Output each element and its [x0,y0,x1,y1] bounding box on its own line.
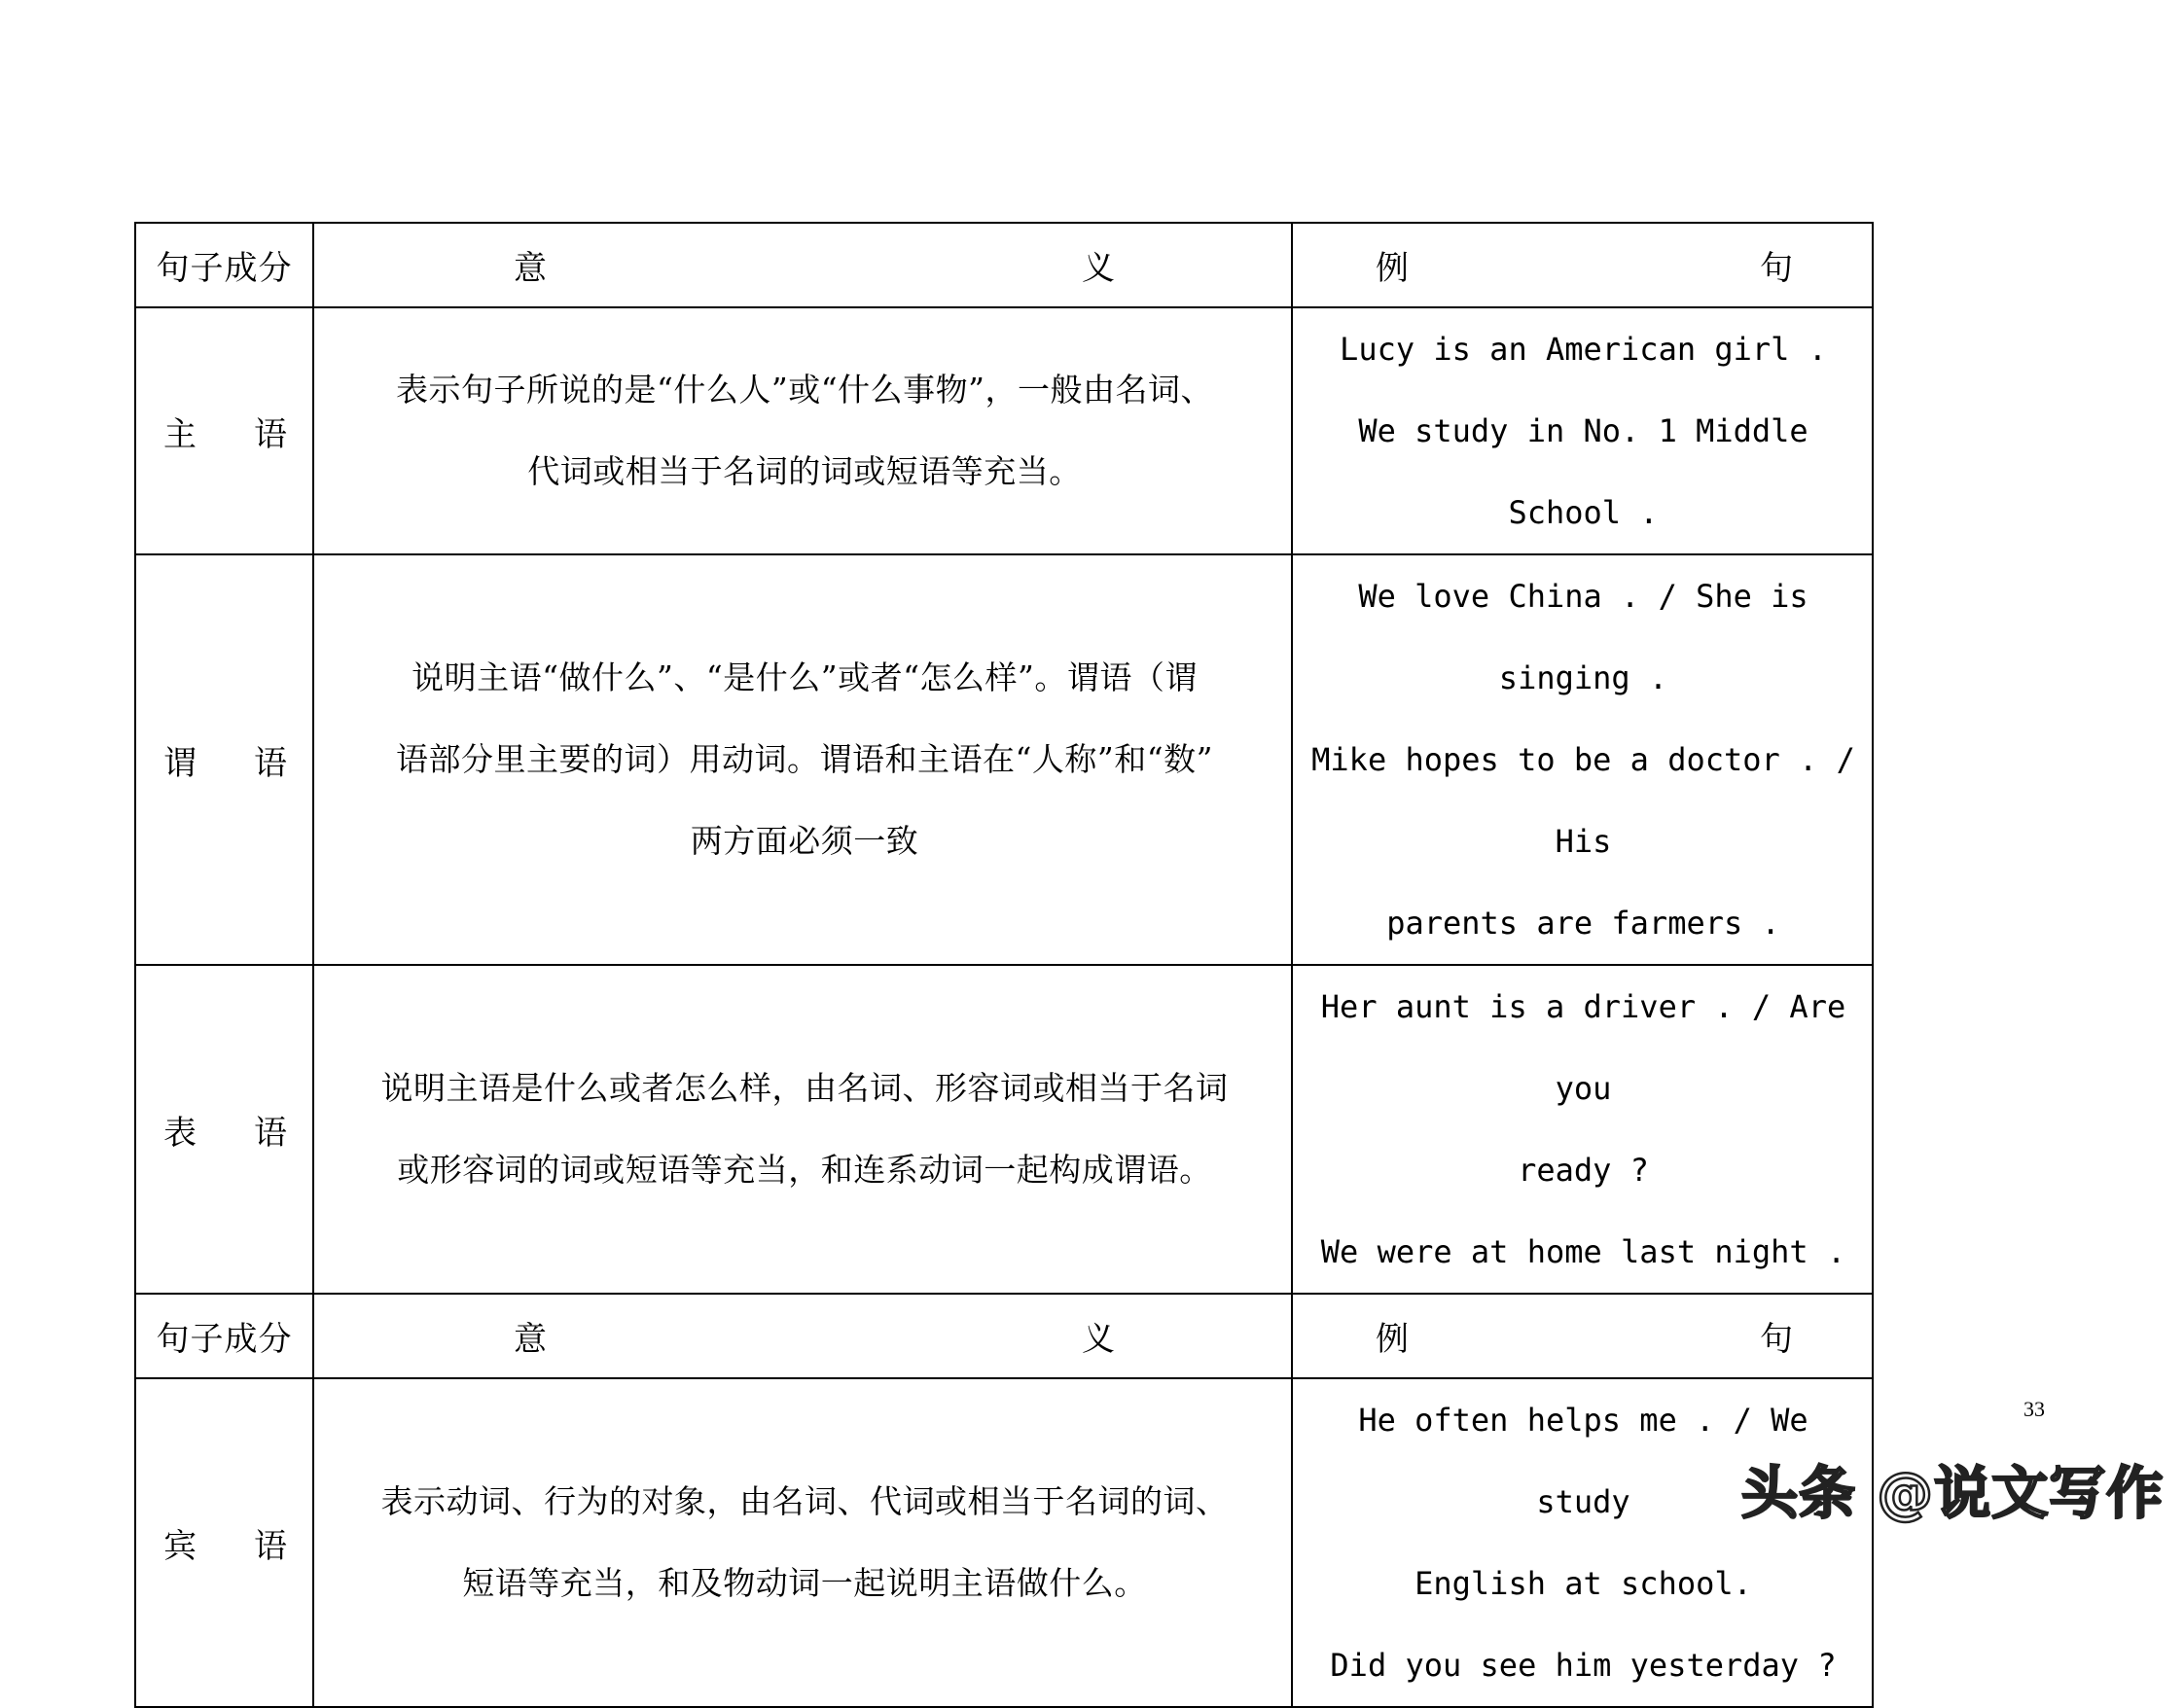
example-line: Mike hopes to be a doctor . / His [1311,741,1855,860]
header-component-cell [135,223,313,307]
row-label-char-2: 语 [254,743,287,783]
header-example-char-1: 例 [1376,249,1410,288]
example-line: parents are farmers . [1386,905,1780,942]
header-example-char-2: 句 [1760,1320,1794,1359]
meaning-line: 语部分里主要的词）用动词。谓语和主语在“人称”和“数” [396,740,1213,778]
example-cell [1292,554,1873,965]
header-meaning-char-1: 意 [514,249,548,288]
meaning-line: 表示动词、行为的对象，由名词、代词或相当于名词的词、 [380,1482,1229,1520]
table-row [135,554,1873,965]
table-header-row [135,223,1873,307]
example-line: He often helps me . / We study [1358,1402,1808,1520]
example-line: Lucy is an American girl . [1340,331,1827,368]
meaning-line: 代词或相当于名词的词或短语等充当。 [527,452,1082,490]
row-label-cell [135,307,313,554]
meaning-line: 或形容词的词或短语等充当，和连系动词一起构成谓语。 [397,1151,1212,1189]
table-row [135,965,1873,1294]
row-label-cell [135,965,313,1294]
table-header-row [135,1294,1873,1378]
row-label-char-1: 主 [163,414,197,454]
watermark-logo: 头条 @说文写作 [1741,1460,2165,1526]
header-meaning-char-2: 义 [1082,1320,1116,1359]
example-cell [1292,1378,1873,1707]
header-meaning-cell [313,223,1292,307]
header-example-char-2: 句 [1760,249,1794,288]
header-component-label: 句子成分 [156,1320,293,1359]
meaning-line: 短语等充当，和及物动词一起说明主语做什么。 [462,1564,1147,1602]
table-row [135,1378,1873,1707]
meaning-line: 说明主语“做什么”、“是什么”或者“怎么样”。谓语（谓 [412,658,1198,696]
row-label-char-1: 宾 [163,1526,197,1566]
example-cell [1292,307,1873,554]
header-component-cell [135,1294,313,1378]
example-line: ready ? [1518,1152,1649,1189]
example-line: We study in No. 1 Middle School . [1358,412,1808,531]
row-label-char-2: 语 [254,1113,287,1153]
table-row [135,307,1873,554]
example-line: English at school. [1414,1565,1752,1602]
row-label-char-2: 语 [254,1526,287,1566]
example-line: We were at home last night . [1320,1233,1846,1270]
header-meaning-char-2: 义 [1082,249,1116,288]
header-example-char-1: 例 [1376,1320,1410,1359]
example-cell [1292,965,1873,1294]
example-line: We love China . / She is [1358,578,1808,615]
example-line: Her aunt is a driver . / Are you [1320,988,1846,1107]
meaning-cell [313,965,1292,1294]
meaning-line: 表示句子所说的是“什么人”或“什么事物”，一般由名词、 [396,371,1213,409]
row-label-cell [135,1378,313,1707]
row-label-char-1: 表 [163,1113,197,1153]
example-line: singing . [1498,659,1668,696]
header-meaning-char-1: 意 [514,1320,548,1359]
grammar-table [134,222,1874,1708]
header-example-cell [1292,223,1873,307]
meaning-line: 两方面必须一致 [690,822,919,860]
header-meaning-cell [313,1294,1292,1378]
row-label-char-2: 语 [254,414,287,454]
row-label-cell [135,554,313,965]
meaning-cell [313,554,1292,965]
header-component-label: 句子成分 [156,249,293,288]
page-number: 33 [2023,1397,2045,1421]
meaning-line: 说明主语是什么或者怎么样，由名词、形容词或相当于名词 [380,1069,1229,1107]
header-example-cell [1292,1294,1873,1378]
meaning-cell [313,1378,1292,1707]
meaning-cell [313,307,1292,554]
row-label-char-1: 谓 [163,743,197,783]
example-line: Did you see him yesterday ? [1330,1647,1837,1684]
